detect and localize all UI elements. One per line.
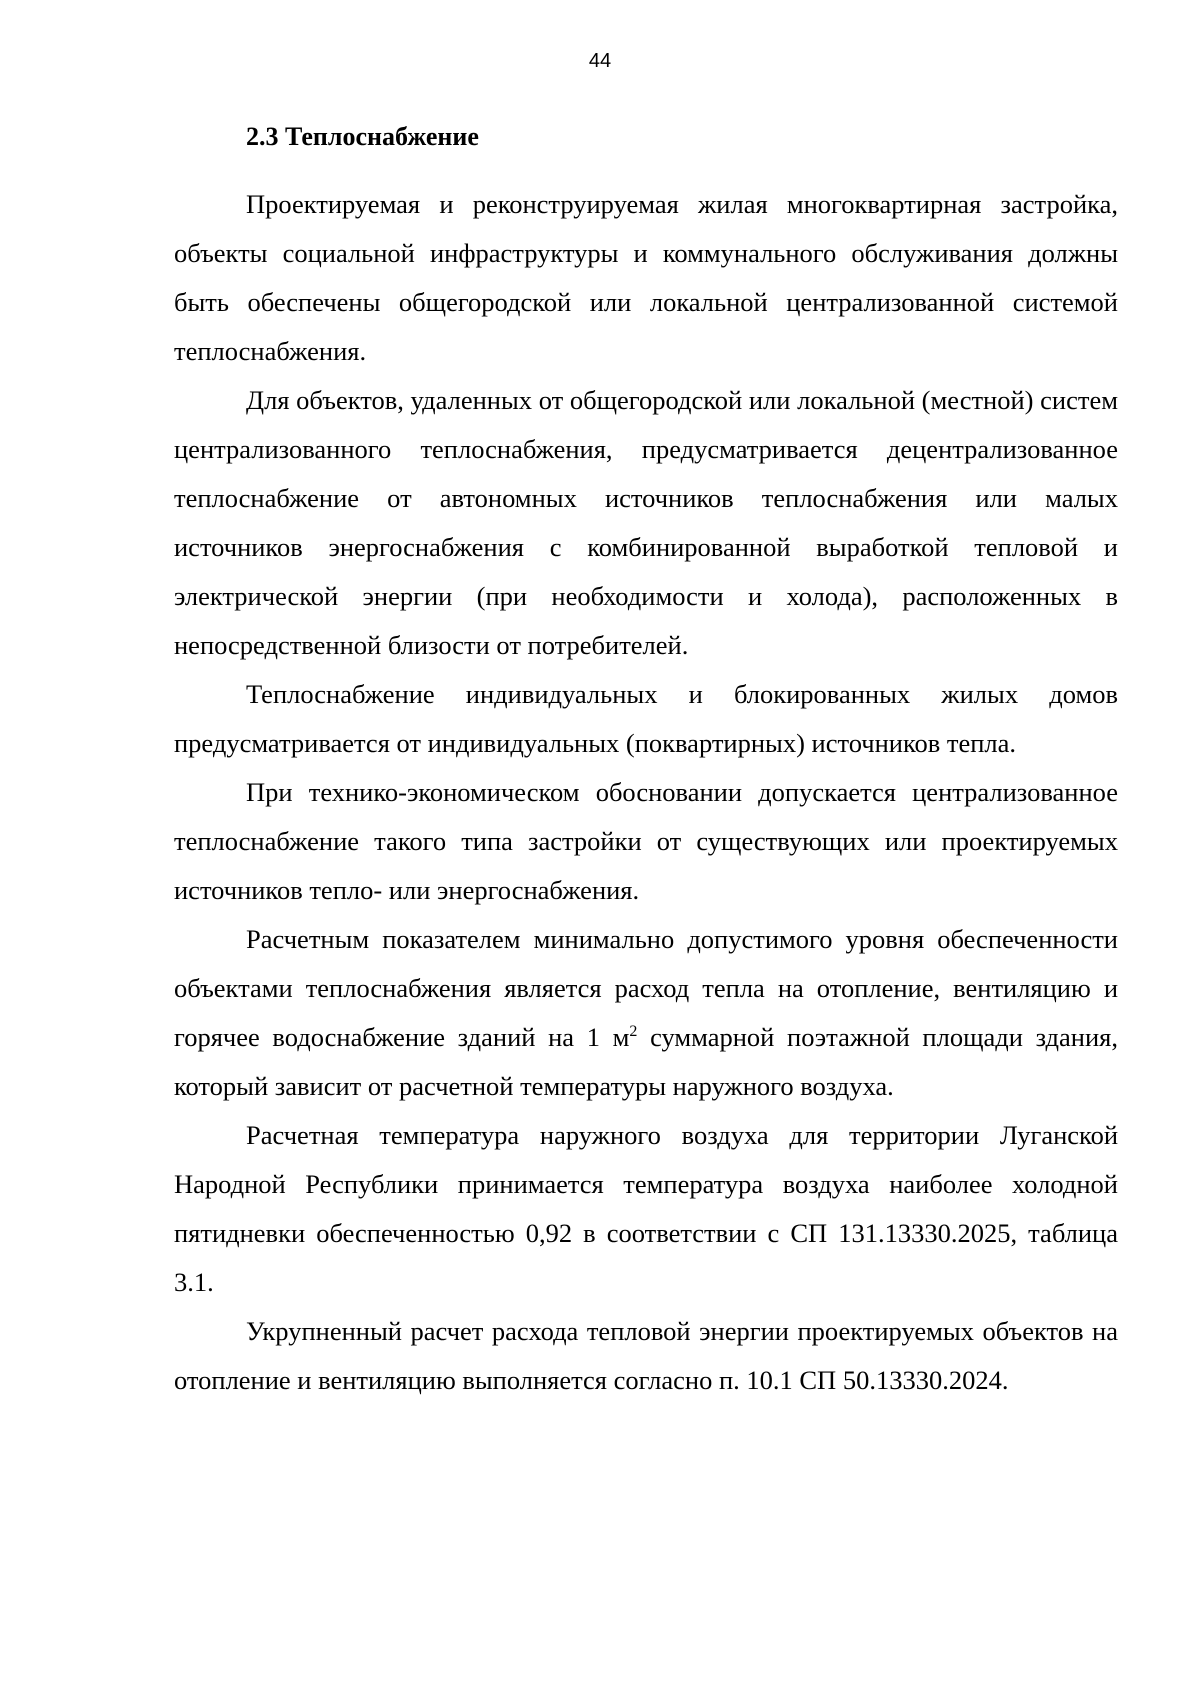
paragraph-4: При технико-экономическом обосновании допускается централизованное теплоснабжение такого типа застройки от существующих или проектируемых источников тепло- или энергоснабжения. (174, 777, 1118, 905)
paragraph-5-text: Расчетным показателем минимально допустимого уровня обеспеченности объектами теплоснабжения является расход тепла на отопление, вентиляцию и горячее водоснабжение зданий на 1 м (174, 924, 1118, 1052)
body-text (174, 180, 1118, 1405)
paragraph-2: Для объектов, удаленных от общегородской или локальной (местной) систем централизованного теплоснабжения, предусматривается децентрализованное теплоснабжение от автономных источников теплоснабжения или малых источников энергоснабжения с комбинированной выработкой тепловой и электрической энергии (при необходимости и холода), расположенных в непосредственной близости от потребителей. (174, 385, 1118, 660)
superscript-2: 2 (629, 1023, 638, 1041)
page-number: 44 (588, 50, 612, 72)
paragraph-3: Теплоснабжение индивидуальных и блокированных жилых домов предусматривается от индивидуальных (поквартирных) источников тепла. (174, 679, 1118, 758)
paragraph-7: Укрупненный расчет расхода тепловой энергии проектируемых объектов на отопление и вентиляцию выполняется согласно п. 10.1 СП 50.13330.2024. (174, 1316, 1118, 1395)
paragraph-6: Расчетная температура наружного воздуха для территории Луганской Народной Республики принимается температура воздуха наиболее холодной пятидневки обеспеченностью 0,92 в соответствии с СП 131.13330.2025, таблица 3.1. (174, 1120, 1118, 1297)
section-heading: 2.3 Теплоснабжение (246, 122, 479, 151)
paragraph-5-text-end: суммарной поэтажной площади здания, который зависит от расчетной температуры наружного воздуха. (174, 1022, 1118, 1101)
paragraph-5 (174, 915, 1118, 1111)
paragraph-1: Проектируемая и реконструируемая жилая многоквартирная застройка, объекты социальной инфраструктуры и коммунального обслуживания должны быть обеспечены общегородской или локальной централизованной системой теплоснабжения. (174, 189, 1118, 366)
